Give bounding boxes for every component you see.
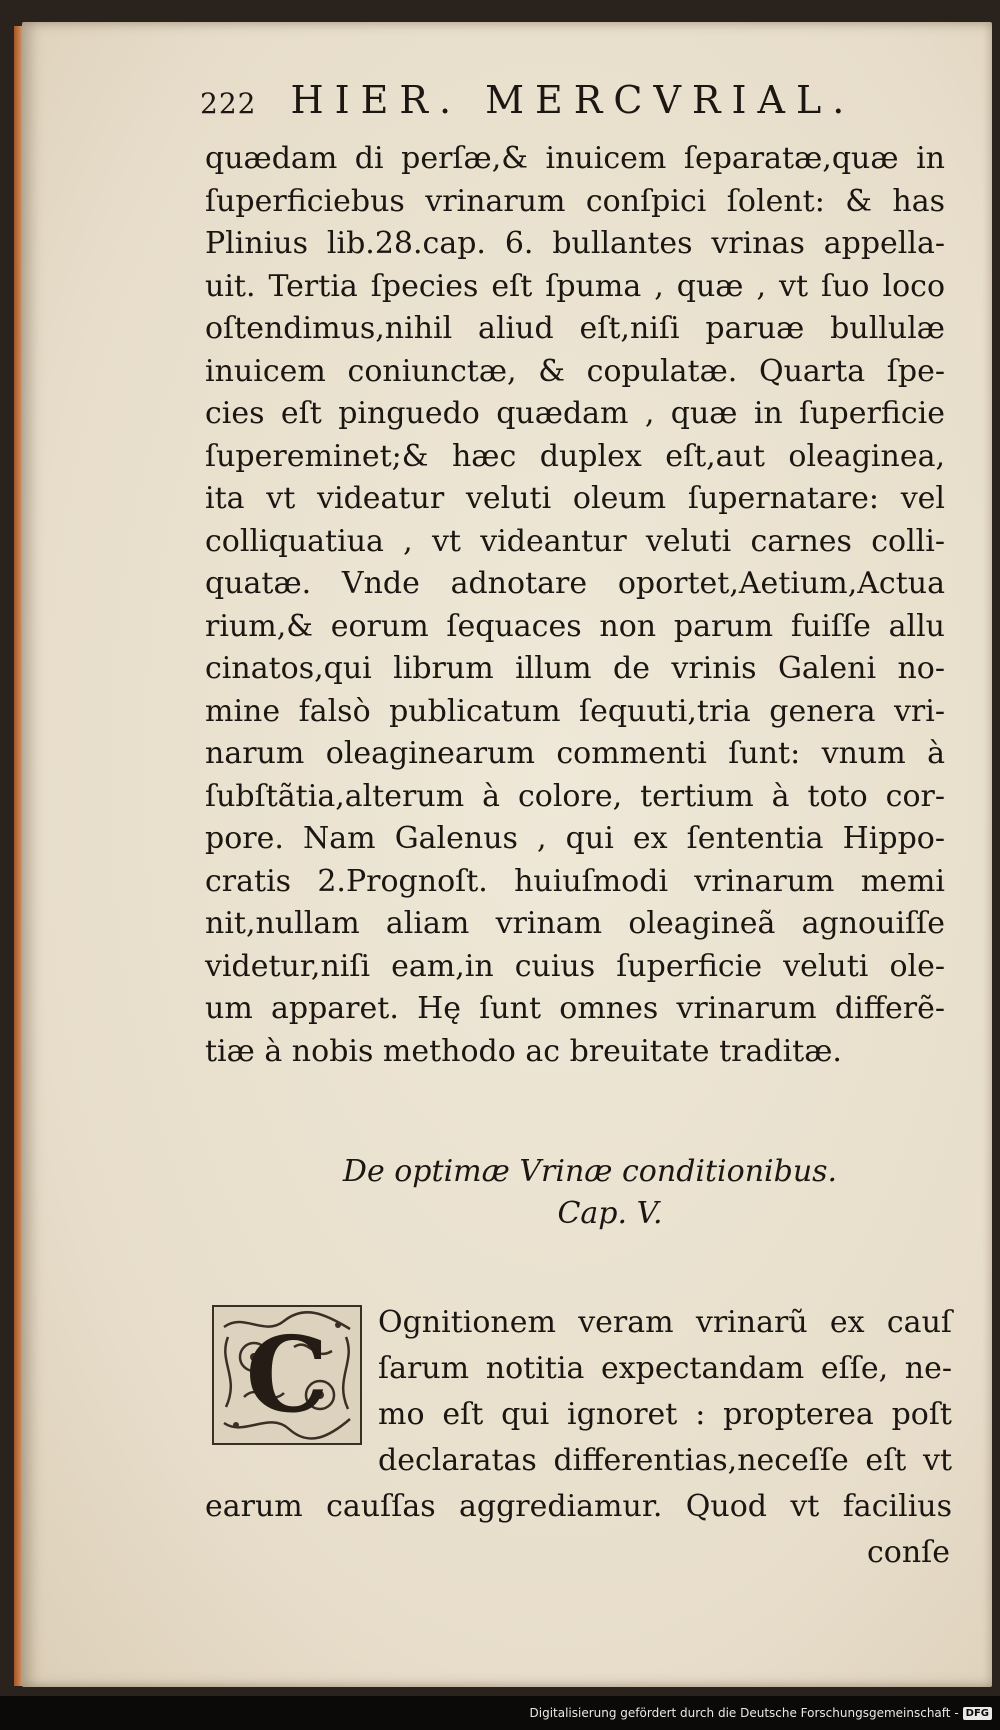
text-line: videtur,niſi eam,in cuius ſuperficie veluti ole- (205, 948, 945, 984)
text-line: rium,& eorum ſequaces non parum fuiſſe allu (205, 608, 945, 644)
chapter-text-indented (378, 1300, 952, 1484)
text-line: Plinius lib.28.cap. 6. bullantes vrinas appella- (205, 226, 945, 261)
catchword: conſe (866, 1535, 950, 1570)
text-line: pore. Nam Galenus , qui ex ſententia Hippo- (205, 821, 945, 856)
text-line: mine falsò publicatum ſequuti,tria genera vri- (205, 693, 945, 729)
text-line: quatæ. Vnde adnotare oportet,Aetium,Actua (205, 566, 945, 601)
text-line: ita vt videatur veluti oleum ſupernatare: vel (205, 481, 945, 516)
text-line: ſupereminet;& hæc duplex eſt,aut oleaginea, (205, 438, 945, 474)
text-line: nit,nullam aliam vrinam oleagineã agnouiſſe (205, 906, 945, 941)
text-line: declaratas differentias,neceſſe eſt vt (378, 1443, 952, 1478)
text-line: tiæ à nobis methodo ac breuitate traditæ. (205, 1033, 842, 1069)
catchword-block (790, 1530, 950, 1576)
text-line: uit. Tertia ſpecies eſt ſpuma , quæ , vt ſuo loco (205, 268, 945, 304)
text-line: ſuperficiebus vrinarum conſpici ſolent: & has (205, 183, 945, 219)
running-head (200, 78, 880, 130)
text-line: cratis 2.Prognoſt. huiuſmodi vrinarum memi (205, 863, 945, 899)
footer-band (0, 1696, 1000, 1730)
running-title: HIER. MERCVRIAL. (290, 78, 856, 122)
text-line: Ognitionem veram vrinarũ ex cauſ (378, 1305, 952, 1340)
chapter-title: De optimæ Vrinæ conditionibus. (342, 1154, 838, 1189)
text-line: narum oleaginearum commenti ſunt: vnum à (205, 736, 945, 771)
text-line: mo eſt qui ignoret : propterea poſt (378, 1397, 952, 1432)
initial-letter: C (245, 1313, 329, 1436)
dfg-logo: DFG (963, 1707, 992, 1720)
text-line: quædam di perſæ,& inuicem ſeparatæ,quæ in (205, 141, 945, 176)
decorated-initial (212, 1305, 362, 1445)
page-number: 222 (200, 87, 257, 120)
body-text (205, 138, 945, 1073)
text-line: inuicem coniunctæ, & copulatæ. Quarta ſpe- (205, 353, 945, 389)
text-line: earum cauſſas aggrediamur. Quod vt facilius (205, 1489, 952, 1524)
chapter-number: Cap. V. (557, 1196, 663, 1231)
text-line: cinatos,qui librum illum de vrinis Galeni no- (205, 651, 945, 686)
text-line: ſarum notitia expectandam eſſe, ne- (378, 1351, 952, 1386)
funding-credit: Digitalisierung gefördert durch die Deutsche Forschungsgemeinschaft - (529, 1706, 959, 1720)
text-line: cies eſt pinguedo quædam , quæ in ſuperficie (205, 396, 945, 431)
chapter-text-full (205, 1484, 952, 1530)
chapter-heading (330, 1152, 850, 1236)
text-line: um apparet. Hę ſunt omnes vrinarum differẽ- (205, 991, 945, 1026)
text-line: colliquatiua , vt videantur veluti carnes colli- (205, 523, 945, 559)
text-line: oſtendimus,nihil aliud eſt,niſi paruæ bullulæ (205, 311, 945, 346)
text-line: ſubſtãtia,alterum à colore, tertium à toto cor- (205, 778, 945, 814)
